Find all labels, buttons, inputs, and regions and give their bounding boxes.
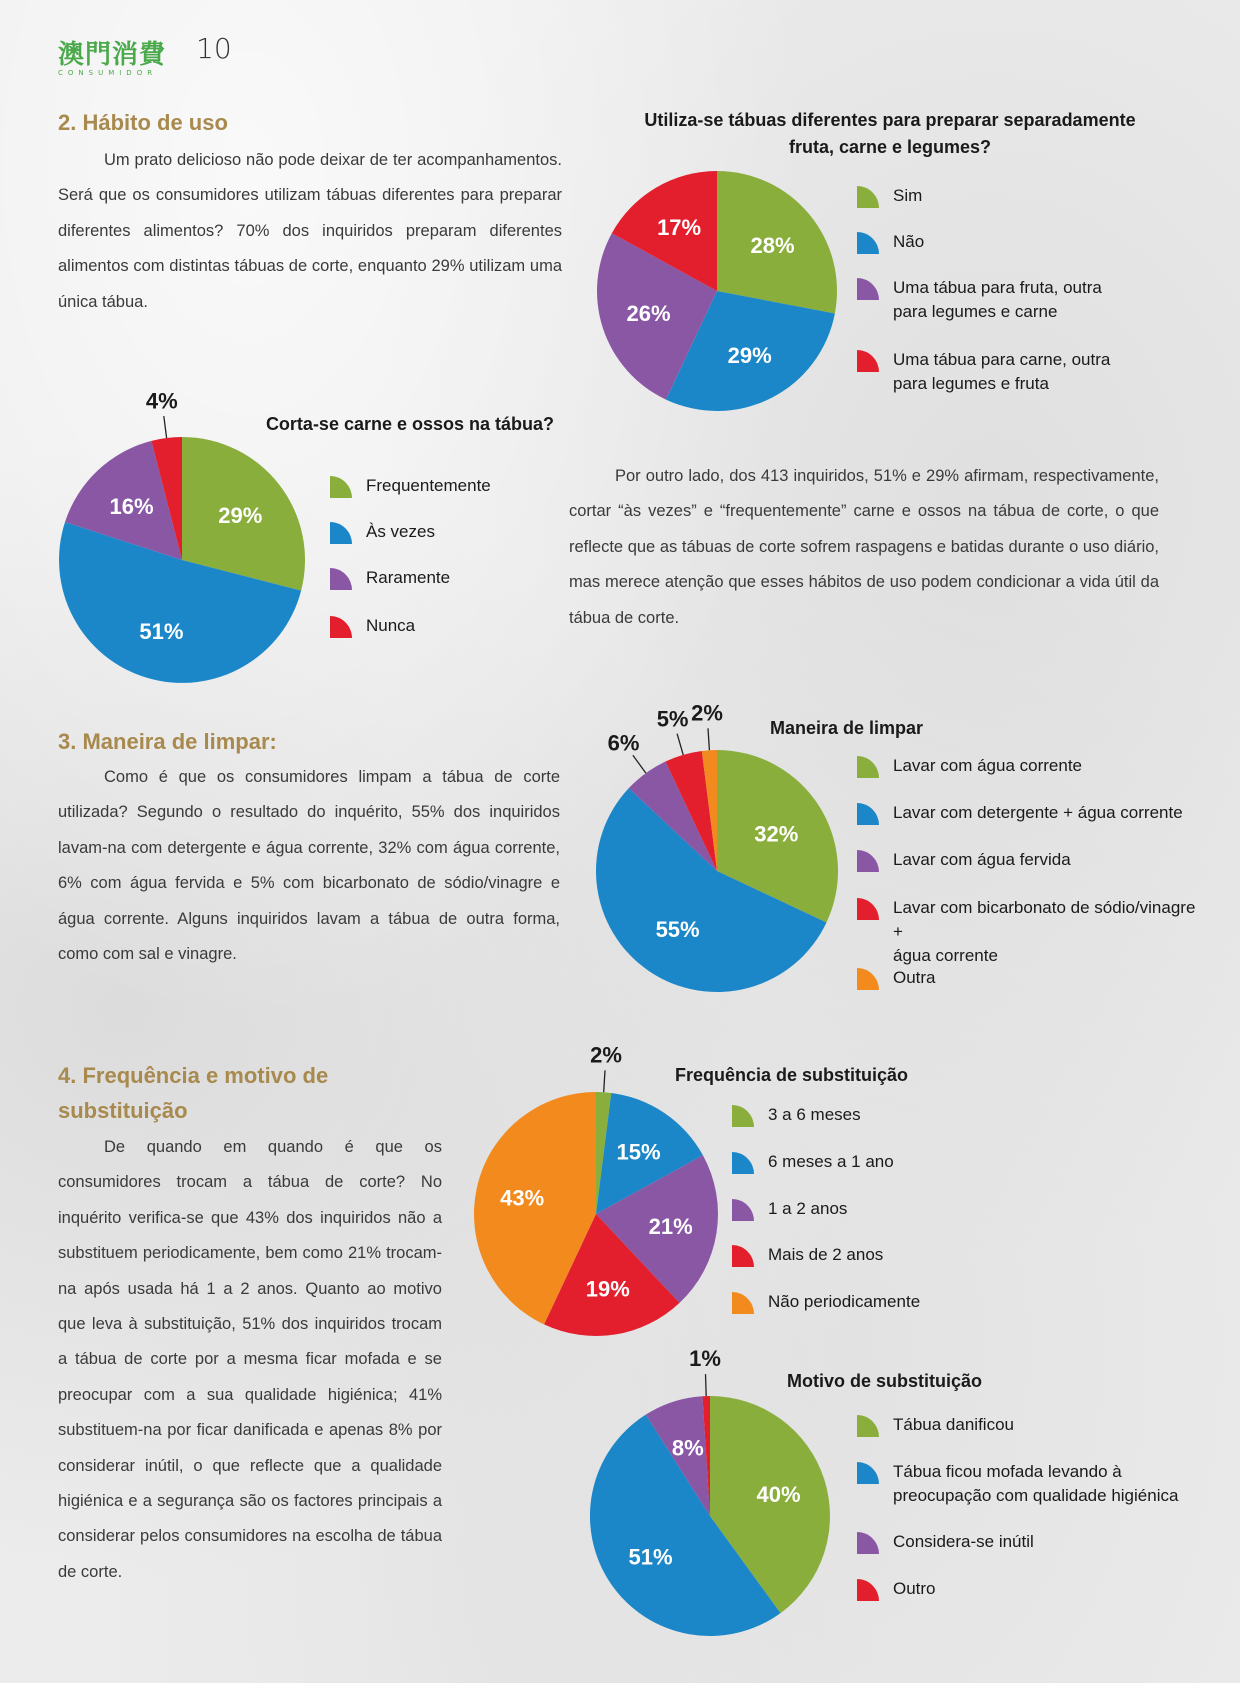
section-4-heading-line-1: 4. Frequência e motivo de — [58, 1063, 329, 1088]
logo-title: 澳門消費 — [58, 40, 167, 70]
legend-label-line: Considera-se inútil — [893, 1532, 1034, 1551]
section-2-paragraph-2: Por outro lado, dos 413 inquiridos, 51% e 29% afirmam, respectivamente, cortar “às vezes” e “frequentemente” carne e ossos na tábua de corte, o que reflecte que as tábuas de corte sofrem raspagens e batidas durante o uso diário, mas merece atenção que esses hábitos de uso podem condicionar a vida útil da tábua de corte. — [569, 467, 1159, 627]
legend-label-line: Mais de 2 anos — [768, 1245, 884, 1264]
leader-line-nunca — [164, 416, 167, 438]
legend-swatch-icon — [730, 1103, 756, 1129]
chart-2-title: Corta-se carne e ossos na tábua? — [265, 414, 555, 434]
data-label-sim: 28% — [750, 233, 795, 259]
legend-item-nao — [855, 230, 924, 256]
legend-item-nao-periodicamente — [730, 1290, 920, 1316]
legend-label-line: 6 meses a 1 ano — [768, 1152, 894, 1171]
chart-1-title-line-2: fruta, carne e legumes? — [788, 137, 992, 157]
legend-item-lavar-com-agua-corrente — [855, 754, 1082, 780]
legend-swatch-icon — [855, 754, 881, 780]
data-label-lavar-com-bicarbonato-de-sodio-vinagre-a: 5% — [656, 706, 689, 732]
legend-swatch-icon — [855, 230, 881, 256]
legend-label-line: Uma tábua para fruta, outra — [893, 278, 1102, 297]
section-3-paragraph: Como é que os consumidores limpam a tábua de corte utilizada? Segundo o resultado do inquérito, 55% dos inquiridos lavam-na com detergente e água corrente, 32% com água corrente, 6% com água fervida e 5% com bicarbonato de sódio/vinagre e água corrente. Alguns inquiridos lavam a tábua de outra forma, como com sal e vinagre. — [58, 768, 560, 964]
legend-item-frequentemente — [328, 474, 491, 500]
leader-line-outra — [708, 728, 709, 750]
legend-label-line: Lavar com água corrente — [893, 756, 1082, 775]
legend-label — [893, 801, 1183, 825]
data-label-outro: 1% — [689, 1346, 721, 1372]
legend-item-lavar-com-bicarbonato-de-sodio-vinagre-a — [855, 896, 1205, 968]
legend-label-line: Outro — [893, 1579, 936, 1598]
legend-label-line: Às vezes — [366, 522, 435, 541]
legend-item-6-meses-a-1-ano — [730, 1150, 894, 1176]
section-2-paragraph: Um prato delicioso não pode deixar de ter acompanhamentos. Será que os consumidores utilizam tábuas diferentes para preparar diferentes alimentos? 70% dos inquiridos preparam diferentes alimentos com distintas tábuas de corte, enquanto 29% utilizam uma única tábua. — [58, 151, 562, 311]
section-2-heading: 2. Hábito de uso — [58, 110, 228, 135]
legend-swatch-icon — [855, 184, 881, 210]
legend-label — [366, 566, 450, 590]
legend-label-line: Lavar com água fervida — [893, 850, 1071, 869]
legend-swatch-icon — [328, 614, 354, 640]
legend-item-3-a-6-meses — [730, 1103, 861, 1129]
data-label-nao: 29% — [727, 343, 772, 369]
legend-label-line: Lavar com bicarbonato de sódio/vinagre + — [893, 898, 1196, 941]
legend-label-line: Sim — [893, 186, 923, 205]
legend-label — [768, 1243, 883, 1267]
legend-label — [893, 230, 924, 254]
chart-1-title — [600, 107, 1180, 161]
chart-5-legend — [855, 1413, 1205, 1613]
legend-item-lavar-com-detergente-agua-corrente — [855, 801, 1183, 827]
section-3-heading: 3. Maneira de limpar: — [58, 729, 277, 754]
data-label-uma-tabua-para-fruta-outra-para-legumes-: 26% — [626, 301, 671, 327]
leader-line-outro — [706, 1374, 707, 1396]
legend-swatch-icon — [855, 1530, 881, 1556]
chart-3-legend — [855, 754, 1205, 994]
legend-swatch-icon — [730, 1150, 756, 1176]
legend-label-line: Tábua ficou mofada levando à — [893, 1462, 1122, 1481]
legend-item-uma-tabua-para-fruta-outra-para-legumes- — [855, 276, 1102, 324]
data-label-3-a-6-meses: 2% — [590, 1042, 622, 1068]
legend-label — [893, 848, 1071, 872]
legend-label-line: para legumes e fruta — [893, 374, 1049, 393]
chart-2-legend — [328, 474, 568, 654]
data-label-nunca: 4% — [145, 390, 178, 414]
legend-label-line: Tábua danificou — [893, 1415, 1014, 1434]
chart-3-title: Maneira de limpar — [770, 718, 924, 738]
legend-label-line: Outra — [893, 968, 936, 987]
legend-label-line: Uma tábua para carne, outra — [893, 350, 1111, 369]
legend-item-outro — [855, 1577, 936, 1603]
legend-label — [366, 614, 415, 638]
legend-item-tabua-ficou-mofada-levando-a-preocupacao — [855, 1460, 1178, 1508]
section-4-heading-line-2: substituição — [58, 1098, 188, 1123]
data-label-lavar-com-agua-corrente: 32% — [754, 821, 799, 847]
page-number: 10 — [196, 32, 232, 65]
legend-swatch-icon — [855, 276, 881, 302]
data-label-lavar-com-agua-fervida: 6% — [607, 730, 640, 756]
chart-4-legend — [730, 1103, 970, 1323]
legend-label-line: 3 a 6 meses — [768, 1105, 861, 1124]
data-label-lavar-com-detergente-agua-corrente: 55% — [655, 917, 700, 942]
legend-label — [893, 184, 922, 208]
legend-item-considera-se-inutil — [855, 1530, 1034, 1556]
legend-swatch-icon — [855, 348, 881, 374]
legend-swatch-icon — [328, 474, 354, 500]
legend-label-line: Não — [893, 232, 925, 251]
legend-label — [366, 474, 491, 498]
legend-item-uma-tabua-para-carne-outra-para-legumes- — [855, 348, 1110, 396]
data-label-nao-periodicamente: 43% — [500, 1185, 545, 1211]
legend-label — [768, 1290, 920, 1314]
legend-swatch-icon — [855, 801, 881, 827]
data-label-6-meses-a-1-ano: 15% — [616, 1139, 661, 1165]
data-label-as-vezes: 51% — [139, 618, 184, 644]
leader-line-lavar-com-agua-fervida — [633, 755, 646, 773]
chart-4-title: Frequência de substituição — [675, 1065, 909, 1085]
legend-swatch-icon — [855, 1460, 881, 1486]
section-4-paragraph: De quando em quando é que os consumidores trocam a tábua de corte? No inquérito verifica-se que 43% dos inquiridos não a substituem periodicamente, bem como 21% trocam-na após usada há 1 a 2 anos. Quanto ao motivo que leva à substituição, 51% dos inquiridos trocam a tábua de corte por a mesma ficar mofada e se preocupar com a sua qualidade higiénica; 41% substituem-na por ficar danificada e apenas 8% por considerar inútil, o que reflecte que a qualidade higiénica e a segurança são os factores principais a considerar pelos consumidores na escolha de tábua de corte. — [58, 1138, 442, 1581]
data-label-frequentemente: 29% — [218, 502, 263, 528]
legend-swatch-icon — [855, 966, 881, 992]
legend-label — [893, 1577, 936, 1601]
legend-label-line: preocupação com qualidade higiénica — [893, 1486, 1179, 1505]
data-label-mais-de-2-anos: 19% — [585, 1276, 630, 1302]
legend-item-raramente — [328, 566, 450, 592]
legend-swatch-icon — [328, 520, 354, 546]
legend-label-line: Frequentemente — [366, 476, 491, 495]
legend-swatch-icon — [328, 566, 354, 592]
legend-label — [893, 966, 936, 990]
legend-label — [893, 754, 1082, 778]
legend-item-mais-de-2-anos — [730, 1243, 883, 1269]
data-label-raramente: 16% — [109, 494, 154, 520]
legend-item-1-a-2-anos — [730, 1197, 847, 1223]
leader-line-3-a-6-meses — [604, 1070, 605, 1092]
legend-label — [768, 1197, 847, 1221]
legend-item-nunca — [328, 614, 415, 640]
chart-1-pie — [590, 165, 850, 425]
legend-swatch-icon — [855, 1577, 881, 1603]
legend-item-lavar-com-agua-fervida — [855, 848, 1071, 874]
legend-item-tabua-danificou — [855, 1413, 1014, 1439]
leader-line-lavar-com-bicarbonato-de-sodio-vinagre-a — [677, 734, 683, 755]
legend-label-line: para legumes e carne — [893, 302, 1058, 321]
data-label-tabua-danificou: 40% — [756, 1481, 801, 1507]
legend-label-line: Lavar com detergente + água corrente — [893, 803, 1183, 822]
legend-label — [893, 348, 1110, 396]
legend-swatch-icon — [730, 1197, 756, 1223]
section-4-heading — [58, 1058, 328, 1128]
legend-label-line: 1 a 2 anos — [768, 1199, 848, 1218]
chart-3-pie — [560, 700, 860, 1000]
magazine-logo — [58, 34, 166, 77]
legend-item-sim — [855, 184, 922, 210]
legend-label — [893, 1413, 1014, 1437]
legend-label — [768, 1150, 894, 1174]
legend-label — [893, 1460, 1178, 1508]
legend-swatch-icon — [855, 896, 881, 922]
data-label-outra: 2% — [691, 700, 723, 726]
data-label-1-a-2-anos: 21% — [648, 1213, 693, 1239]
legend-label — [366, 520, 435, 544]
chart-2-pie — [50, 390, 310, 690]
logo-subtitle: CONSUMIDOR — [58, 69, 158, 77]
data-label-uma-tabua-para-carne-outra-para-legumes-: 17% — [657, 215, 702, 240]
chart-5-pie — [570, 1340, 850, 1650]
legend-label-line: Não periodicamente — [768, 1292, 921, 1311]
legend-swatch-icon — [855, 1413, 881, 1439]
chart-4-pie — [450, 1040, 730, 1350]
legend-label — [893, 896, 1205, 968]
legend-label-line: água corrente — [893, 946, 998, 965]
legend-label — [893, 276, 1102, 324]
chart-1-title-line-1: Utiliza-se tábuas diferentes para preparar separadamente — [644, 110, 1136, 130]
legend-label — [893, 1530, 1034, 1554]
legend-label-line: Nunca — [366, 616, 416, 635]
legend-label — [768, 1103, 861, 1127]
chart-5-title: Motivo de substituição — [787, 1371, 983, 1391]
legend-swatch-icon — [730, 1243, 756, 1269]
legend-label-line: Raramente — [366, 568, 451, 587]
legend-swatch-icon — [855, 848, 881, 874]
data-label-tabua-ficou-mofada-levando-a-preocupacao: 51% — [628, 1544, 673, 1570]
legend-item-outra — [855, 966, 936, 992]
chart-1-legend — [855, 184, 1185, 414]
legend-swatch-icon — [730, 1290, 756, 1316]
legend-item-as-vezes — [328, 520, 435, 546]
data-label-considera-se-inutil: 8% — [671, 1435, 704, 1461]
